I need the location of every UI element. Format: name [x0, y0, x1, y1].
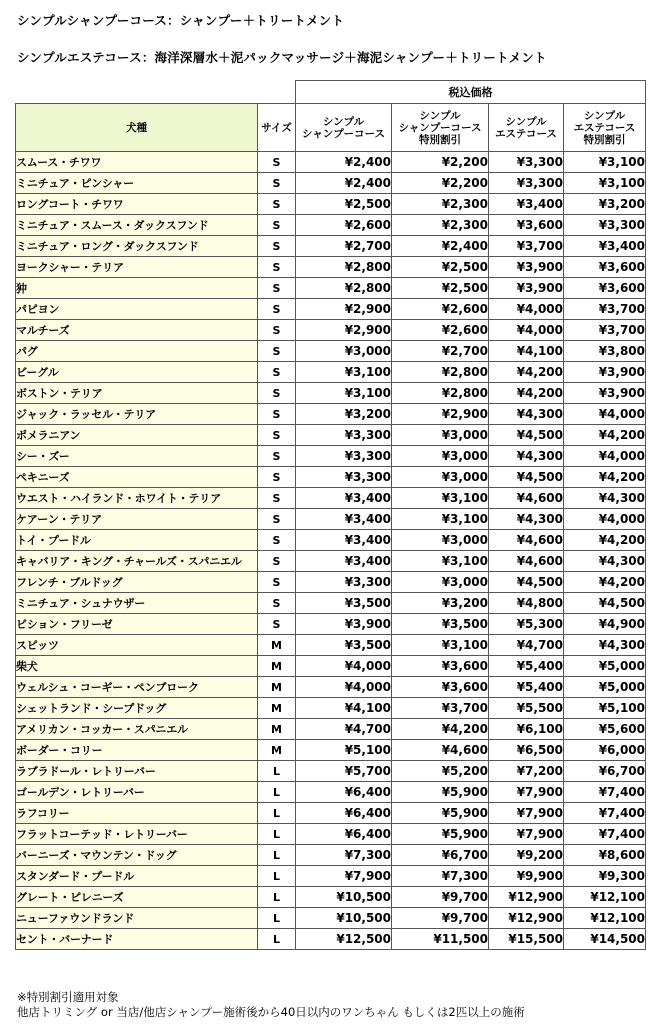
simple-este-price: ¥4,700	[489, 635, 564, 656]
price-table	[15, 80, 646, 950]
breed-cell: ボーダー・コリー	[16, 740, 258, 761]
simple-este-discount-price: ¥5,100	[564, 698, 646, 719]
size-cell: S	[258, 446, 296, 467]
breed-cell: ペキニーズ	[16, 467, 258, 488]
tax-included-price-header: 税込価格	[296, 81, 646, 104]
simple-shampoo-price: ¥6,400	[296, 824, 392, 845]
simple-shampoo-discount-price: ¥5,900	[392, 824, 489, 845]
simple-shampoo-discount-price: ¥3,000	[392, 530, 489, 551]
table-row	[16, 404, 646, 425]
table-row	[16, 152, 646, 173]
header-spacer	[16, 81, 296, 104]
table-row	[16, 425, 646, 446]
simple-shampoo-price: ¥2,400	[296, 152, 392, 173]
simple-este-price: ¥7,900	[489, 824, 564, 845]
size-cell: M	[258, 656, 296, 677]
breed-cell: バーニーズ・マウンテン・ドッグ	[16, 845, 258, 866]
breed-cell: ミニチュア・シュナウザー	[16, 593, 258, 614]
simple-shampoo-price: ¥3,100	[296, 362, 392, 383]
simple-este-price: ¥4,200	[489, 383, 564, 404]
simple-shampoo-discount-price: ¥3,100	[392, 635, 489, 656]
table-row	[16, 656, 646, 677]
size-cell: L	[258, 761, 296, 782]
simple-este-discount-price: ¥12,100	[564, 887, 646, 908]
size-cell: S	[258, 404, 296, 425]
simple-shampoo-discount-price: ¥2,200	[392, 173, 489, 194]
simple-este-price: ¥4,600	[489, 530, 564, 551]
simple-shampoo-price: ¥7,300	[296, 845, 392, 866]
simple-shampoo-price: ¥3,300	[296, 446, 392, 467]
breed-cell: ラブラドール・レトリーバー	[16, 761, 258, 782]
simple-este-price: ¥4,000	[489, 320, 564, 341]
simple-shampoo-discount-price: ¥2,900	[392, 404, 489, 425]
breed-cell: キャバリア・キング・チャールズ・スパニエル	[16, 551, 258, 572]
simple-shampoo-price: ¥3,400	[296, 551, 392, 572]
simple-shampoo-price: ¥3,000	[296, 341, 392, 362]
size-cell: S	[258, 320, 296, 341]
table-row	[16, 614, 646, 635]
simple-este-discount-price: ¥4,000	[564, 404, 646, 425]
simple-shampoo-price: ¥2,900	[296, 299, 392, 320]
simple-este-price: ¥3,900	[489, 257, 564, 278]
size-cell: L	[258, 908, 296, 929]
size-cell: S	[258, 488, 296, 509]
size-cell: S	[258, 509, 296, 530]
table-row	[16, 866, 646, 887]
simple-shampoo-price: ¥3,300	[296, 425, 392, 446]
table-row	[16, 446, 646, 467]
simple-este-discount-price: ¥4,000	[564, 446, 646, 467]
simple-shampoo-discount-price: ¥6,700	[392, 845, 489, 866]
table-row	[16, 173, 646, 194]
table-row	[16, 236, 646, 257]
simple-este-discount-price: ¥4,300	[564, 551, 646, 572]
simple-este-price: ¥9,200	[489, 845, 564, 866]
simple-shampoo-discount-price: ¥2,700	[392, 341, 489, 362]
simple-shampoo-price: ¥2,500	[296, 194, 392, 215]
simple-shampoo-price: ¥2,700	[296, 236, 392, 257]
simple-este-price: ¥3,300	[489, 152, 564, 173]
simple-shampoo-price: ¥2,800	[296, 257, 392, 278]
breed-column-header: 犬種	[16, 104, 258, 152]
table-row	[16, 467, 646, 488]
simple-shampoo-discount-price: ¥3,000	[392, 425, 489, 446]
size-column-header: サイズ	[258, 104, 296, 152]
simple-shampoo-column-header: シンプル シャンプーコース	[296, 104, 392, 152]
simple-shampoo-price: ¥4,000	[296, 677, 392, 698]
simple-este-price: ¥9,900	[489, 866, 564, 887]
size-cell: S	[258, 194, 296, 215]
simple-este-discount-price: ¥7,400	[564, 824, 646, 845]
breed-cell: ポメラニアン	[16, 425, 258, 446]
simple-shampoo-price: ¥5,100	[296, 740, 392, 761]
simple-este-discount-price: ¥7,400	[564, 803, 646, 824]
simple-shampoo-price: ¥2,600	[296, 215, 392, 236]
simple-este-discount-price: ¥4,300	[564, 488, 646, 509]
simple-este-price: ¥5,400	[489, 677, 564, 698]
simple-shampoo-discount-price: ¥5,200	[392, 761, 489, 782]
breed-cell: ウェルシュ・コーギー・ペンブローク	[16, 677, 258, 698]
simple-shampoo-discount-price: ¥11,500	[392, 929, 489, 950]
simple-shampoo-price: ¥5,700	[296, 761, 392, 782]
simple-este-price: ¥6,100	[489, 719, 564, 740]
size-cell: L	[258, 824, 296, 845]
size-cell: S	[258, 278, 296, 299]
breed-cell: ニューファウンドランド	[16, 908, 258, 929]
size-cell: M	[258, 740, 296, 761]
simple-este-discount-price: ¥4,200	[564, 467, 646, 488]
simple-shampoo-price: ¥3,500	[296, 593, 392, 614]
simple-shampoo-price: ¥3,400	[296, 509, 392, 530]
simple-este-price: ¥3,700	[489, 236, 564, 257]
size-cell: S	[258, 362, 296, 383]
simple-este-price: ¥4,300	[489, 446, 564, 467]
simple-este-column-header: シンプル エステコース	[489, 104, 564, 152]
simple-este-discount-price: ¥5,600	[564, 719, 646, 740]
simple-shampoo-price: ¥2,400	[296, 173, 392, 194]
size-cell: M	[258, 635, 296, 656]
simple-shampoo-discount-price: ¥2,500	[392, 278, 489, 299]
table-row	[16, 782, 646, 803]
simple-shampoo-discount-price: ¥2,500	[392, 257, 489, 278]
simple-este-price: ¥4,300	[489, 509, 564, 530]
size-cell: M	[258, 698, 296, 719]
breed-cell: 柴犬	[16, 656, 258, 677]
simple-este-price: ¥7,900	[489, 782, 564, 803]
table-row	[16, 278, 646, 299]
simple-shampoo-price: ¥10,500	[296, 887, 392, 908]
simple-este-discount-price: ¥3,900	[564, 383, 646, 404]
simple-este-discount-price: ¥3,400	[564, 236, 646, 257]
size-cell: L	[258, 887, 296, 908]
breed-cell: ビション・フリーゼ	[16, 614, 258, 635]
table-row	[16, 551, 646, 572]
breed-cell: パピヨン	[16, 299, 258, 320]
simple-este-discount-price: ¥3,600	[564, 257, 646, 278]
breed-cell: トイ・プードル	[16, 530, 258, 551]
simple-shampoo-price: ¥2,800	[296, 278, 392, 299]
table-row	[16, 803, 646, 824]
simple-este-price: ¥3,600	[489, 215, 564, 236]
simple-shampoo-discount-price: ¥2,800	[392, 383, 489, 404]
simple-shampoo-discount-price: ¥2,300	[392, 215, 489, 236]
breed-cell: スムース・チワワ	[16, 152, 258, 173]
simple-este-price: ¥3,300	[489, 173, 564, 194]
simple-shampoo-discount-price: ¥3,700	[392, 698, 489, 719]
simple-este-discount-price: ¥3,100	[564, 152, 646, 173]
simple-shampoo-price: ¥4,700	[296, 719, 392, 740]
simple-shampoo-price: ¥3,400	[296, 530, 392, 551]
breed-cell: ヨークシャー・テリア	[16, 257, 258, 278]
simple-shampoo-price: ¥3,400	[296, 488, 392, 509]
size-cell: M	[258, 719, 296, 740]
simple-este-price: ¥5,500	[489, 698, 564, 719]
breed-cell: ジャック・ラッセル・テリア	[16, 404, 258, 425]
table-row	[16, 761, 646, 782]
simple-shampoo-discount-price: ¥3,500	[392, 614, 489, 635]
size-cell: L	[258, 866, 296, 887]
simple-este-price: ¥3,900	[489, 278, 564, 299]
simple-este-price: ¥12,900	[489, 908, 564, 929]
breed-cell: ビーグル	[16, 362, 258, 383]
simple-este-discount-column-header: シンプル エステコース 特別割引	[564, 104, 646, 152]
size-cell: S	[258, 551, 296, 572]
simple-shampoo-price: ¥3,200	[296, 404, 392, 425]
size-cell: S	[258, 593, 296, 614]
simple-este-price: ¥5,400	[489, 656, 564, 677]
simple-este-discount-price: ¥4,200	[564, 572, 646, 593]
simple-este-discount-price: ¥3,600	[564, 278, 646, 299]
simple-este-discount-price: ¥3,100	[564, 173, 646, 194]
size-cell: S	[258, 572, 296, 593]
breed-cell: シー・ズー	[16, 446, 258, 467]
simple-este-price: ¥4,600	[489, 551, 564, 572]
size-cell: S	[258, 383, 296, 404]
size-cell: S	[258, 299, 296, 320]
table-row	[16, 908, 646, 929]
simple-este-discount-price: ¥6,700	[564, 761, 646, 782]
table-row	[16, 194, 646, 215]
course-description-shampoo: シンプルシャンプーコース：シャンプー＋トリートメント	[17, 13, 345, 28]
table-row	[16, 719, 646, 740]
simple-este-price: ¥4,300	[489, 404, 564, 425]
table-row	[16, 698, 646, 719]
breed-cell: スピッツ	[16, 635, 258, 656]
simple-este-discount-price: ¥5,000	[564, 677, 646, 698]
size-cell: S	[258, 467, 296, 488]
simple-shampoo-discount-price: ¥2,800	[392, 362, 489, 383]
simple-este-discount-price: ¥12,100	[564, 908, 646, 929]
simple-shampoo-price: ¥6,400	[296, 782, 392, 803]
simple-este-discount-price: ¥3,700	[564, 320, 646, 341]
breed-cell: ミニチュア・ピンシャー	[16, 173, 258, 194]
table-row	[16, 530, 646, 551]
simple-este-price: ¥4,600	[489, 488, 564, 509]
breed-cell: スタンダード・プードル	[16, 866, 258, 887]
simple-shampoo-price: ¥4,000	[296, 656, 392, 677]
simple-shampoo-price: ¥4,100	[296, 698, 392, 719]
simple-shampoo-discount-price: ¥3,100	[392, 509, 489, 530]
simple-shampoo-discount-price: ¥4,200	[392, 719, 489, 740]
table-row	[16, 572, 646, 593]
breed-cell: 狆	[16, 278, 258, 299]
simple-este-price: ¥7,900	[489, 803, 564, 824]
size-cell: S	[258, 257, 296, 278]
simple-este-price: ¥4,100	[489, 341, 564, 362]
simple-shampoo-price: ¥3,500	[296, 635, 392, 656]
breed-cell: ケアーン・テリア	[16, 509, 258, 530]
simple-este-price: ¥4,500	[489, 467, 564, 488]
simple-este-discount-price: ¥4,000	[564, 509, 646, 530]
simple-este-discount-price: ¥4,200	[564, 425, 646, 446]
breed-cell: グレート・ピレニーズ	[16, 887, 258, 908]
simple-shampoo-price: ¥10,500	[296, 908, 392, 929]
simple-shampoo-discount-price: ¥5,900	[392, 782, 489, 803]
breed-cell: シェットランド・シープドッグ	[16, 698, 258, 719]
simple-shampoo-discount-price: ¥7,300	[392, 866, 489, 887]
simple-shampoo-discount-price: ¥3,600	[392, 677, 489, 698]
simple-shampoo-discount-price: ¥9,700	[392, 887, 489, 908]
size-cell: S	[258, 530, 296, 551]
size-cell: L	[258, 929, 296, 950]
table-row	[16, 929, 646, 950]
table-row	[16, 299, 646, 320]
size-cell: L	[258, 845, 296, 866]
footnote-conditions: 他店トリミング or 当店/他店シャンプー施術後から40日以内のワンちゃん もしくは2匹以上の施術	[17, 1005, 525, 1019]
simple-este-price: ¥3,400	[489, 194, 564, 215]
table-row	[16, 509, 646, 530]
simple-este-discount-price: ¥3,300	[564, 215, 646, 236]
simple-este-discount-price: ¥8,600	[564, 845, 646, 866]
simple-este-price: ¥4,500	[489, 572, 564, 593]
simple-este-price: ¥4,500	[489, 425, 564, 446]
simple-este-discount-price: ¥4,500	[564, 593, 646, 614]
simple-shampoo-discount-price: ¥3,100	[392, 551, 489, 572]
table-row	[16, 341, 646, 362]
simple-este-price: ¥5,300	[489, 614, 564, 635]
simple-este-discount-price: ¥9,300	[564, 866, 646, 887]
breed-cell: ミニチュア・スムース・ダックスフンド	[16, 215, 258, 236]
table-row	[16, 215, 646, 236]
price-table-body	[16, 152, 646, 950]
simple-este-discount-price: ¥3,900	[564, 362, 646, 383]
simple-shampoo-price: ¥6,400	[296, 803, 392, 824]
simple-este-discount-price: ¥3,800	[564, 341, 646, 362]
simple-este-discount-price: ¥3,700	[564, 299, 646, 320]
breed-cell: ロングコート・チワワ	[16, 194, 258, 215]
size-cell: S	[258, 614, 296, 635]
simple-este-discount-price: ¥4,200	[564, 530, 646, 551]
simple-este-discount-price: ¥4,900	[564, 614, 646, 635]
simple-este-price: ¥4,000	[489, 299, 564, 320]
table-row	[16, 383, 646, 404]
footnote-title: ※特別割引適用対象	[17, 990, 119, 1004]
table-row	[16, 824, 646, 845]
size-cell: L	[258, 803, 296, 824]
table-row	[16, 740, 646, 761]
simple-shampoo-price: ¥3,900	[296, 614, 392, 635]
breed-cell: ウエスト・ハイランド・ホワイト・テリア	[16, 488, 258, 509]
breed-cell: ミニチュア・ロング・ダックスフンド	[16, 236, 258, 257]
breed-cell: フラットコーテッド・レトリーバー	[16, 824, 258, 845]
simple-shampoo-discount-price: ¥3,600	[392, 656, 489, 677]
simple-shampoo-discount-price: ¥2,600	[392, 320, 489, 341]
simple-este-price: ¥7,200	[489, 761, 564, 782]
breed-cell: ラフコリー	[16, 803, 258, 824]
simple-shampoo-discount-price: ¥3,100	[392, 488, 489, 509]
table-row	[16, 677, 646, 698]
size-cell: S	[258, 215, 296, 236]
simple-shampoo-discount-column-header: シンプル シャンプーコース 特別割引	[392, 104, 489, 152]
simple-este-price: ¥4,800	[489, 593, 564, 614]
table-row	[16, 362, 646, 383]
breed-cell: ボストン・テリア	[16, 383, 258, 404]
table-row	[16, 488, 646, 509]
simple-shampoo-price: ¥3,300	[296, 467, 392, 488]
simple-este-price: ¥12,900	[489, 887, 564, 908]
simple-shampoo-price: ¥7,900	[296, 866, 392, 887]
size-cell: S	[258, 236, 296, 257]
simple-shampoo-discount-price: ¥3,000	[392, 446, 489, 467]
simple-este-discount-price: ¥6,000	[564, 740, 646, 761]
table-row	[16, 845, 646, 866]
simple-shampoo-discount-price: ¥2,600	[392, 299, 489, 320]
breed-cell: フレンチ・ブルドッグ	[16, 572, 258, 593]
simple-shampoo-price: ¥3,100	[296, 383, 392, 404]
simple-shampoo-discount-price: ¥2,400	[392, 236, 489, 257]
breed-cell: マルチーズ	[16, 320, 258, 341]
simple-este-discount-price: ¥7,400	[564, 782, 646, 803]
breed-cell: セント・バーナード	[16, 929, 258, 950]
simple-shampoo-price: ¥3,300	[296, 572, 392, 593]
simple-este-discount-price: ¥14,500	[564, 929, 646, 950]
size-cell: M	[258, 677, 296, 698]
breed-cell: パグ	[16, 341, 258, 362]
table-row	[16, 887, 646, 908]
table-row	[16, 257, 646, 278]
simple-este-discount-price: ¥3,200	[564, 194, 646, 215]
simple-este-discount-price: ¥4,300	[564, 635, 646, 656]
table-row	[16, 635, 646, 656]
breed-cell: アメリカン・コッカー・スパニエル	[16, 719, 258, 740]
table-row	[16, 593, 646, 614]
size-cell: S	[258, 173, 296, 194]
size-cell: S	[258, 152, 296, 173]
breed-cell: ゴールデン・レトリーバー	[16, 782, 258, 803]
size-cell: S	[258, 341, 296, 362]
simple-shampoo-discount-price: ¥9,700	[392, 908, 489, 929]
simple-este-price: ¥6,500	[489, 740, 564, 761]
simple-shampoo-discount-price: ¥3,000	[392, 572, 489, 593]
simple-shampoo-discount-price: ¥2,300	[392, 194, 489, 215]
table-row	[16, 320, 646, 341]
simple-shampoo-discount-price: ¥3,200	[392, 593, 489, 614]
simple-shampoo-price: ¥12,500	[296, 929, 392, 950]
simple-este-discount-price: ¥5,000	[564, 656, 646, 677]
simple-shampoo-price: ¥2,900	[296, 320, 392, 341]
simple-shampoo-discount-price: ¥5,900	[392, 803, 489, 824]
size-cell: L	[258, 782, 296, 803]
course-description-este: シンプルエステコース：海洋深層水＋泥パックマッサージ＋海泥シャンプー＋トリートメント	[17, 50, 547, 65]
simple-este-price: ¥4,200	[489, 362, 564, 383]
simple-shampoo-discount-price: ¥3,000	[392, 467, 489, 488]
simple-shampoo-discount-price: ¥4,600	[392, 740, 489, 761]
size-cell: S	[258, 425, 296, 446]
simple-shampoo-discount-price: ¥2,200	[392, 152, 489, 173]
simple-este-price: ¥15,500	[489, 929, 564, 950]
